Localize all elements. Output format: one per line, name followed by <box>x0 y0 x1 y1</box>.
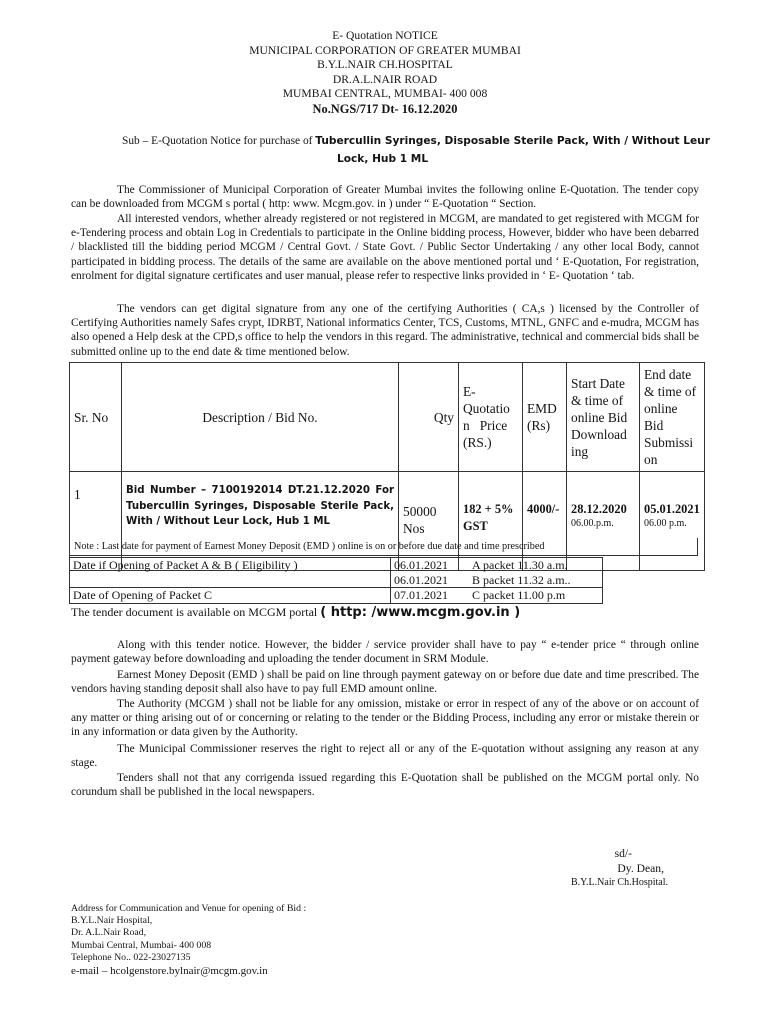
row-end-date: 05.01.2021 <box>644 502 700 516</box>
header-org: MUNICIPAL CORPORATION OF GREATER MUMBAI <box>249 43 521 57</box>
opening-table <box>69 557 603 604</box>
notice-header <box>0 29 770 117</box>
header-reference: No.NGS/717 Dt- 16.12.2020 <box>312 101 458 116</box>
header-road: DR.A.L.NAIR ROAD <box>332 72 438 86</box>
subject-item: Tubercullin Syringes, Disposable Sterile Pack, With / Without Leur <box>315 135 710 147</box>
address-email[interactable]: e-mail – hcolgenstore.bylnair@mcgm.gov.in <box>71 965 268 978</box>
opening-c-text: C packet 11.00 p.m <box>472 588 566 602</box>
opening-ab-label: Date if Opening of Packet A & B ( Eligibility ) <box>70 558 391 588</box>
row-start-date: 28.12.2020 <box>571 502 627 516</box>
signature-block <box>571 847 666 891</box>
signature-org: B.Y.L.Nair Ch.Hospital. <box>570 877 668 888</box>
paragraph-liability: The Authority (MCGM ) shall not be liable for any omission, mistake or error in respect of any of the above or on account of any matter or thing arising out of or concerning or relating to the tender or the Bidding Process, including any error or mistake therein or in any information or data given by the Authority. <box>71 698 699 739</box>
opening-row-c <box>70 588 603 604</box>
row-qty-number: 50000 <box>403 504 437 519</box>
portal-line <box>71 605 520 620</box>
row-price-amount: 182 + 5% <box>463 502 514 516</box>
paragraph-rejection: The Municipal Commissioner reserves the right to reject all or any of the E-quotation without assigning any reason at any stage. <box>71 743 699 770</box>
row-emd: 4000/- <box>523 472 567 571</box>
header-description: Description / Bid No. <box>122 363 399 472</box>
opening-ab-text2: B packet 11.32 a.m.. <box>472 572 571 587</box>
header-qty: Qty <box>399 363 459 472</box>
opening-c-label: Date of Opening of Packet C <box>70 588 391 604</box>
opening-ab-values <box>391 558 603 588</box>
address-line: B.Y.L.Nair Hospital, <box>71 915 153 927</box>
opening-ab-date2: 06.01.2021 <box>394 572 448 587</box>
signature-sd: sd/- <box>614 847 632 860</box>
opening-c-values <box>391 588 603 604</box>
paragraph-payment: Along with this tender notice. However, the bidder / service provider shall have to pay “ e-tender price “ through online payment gateway before downloading and uploading the tender document in SRM Module. <box>71 639 699 666</box>
opening-ab-date1: 06.01.2021 <box>394 558 448 572</box>
paragraph-digital-signature: The vendors can get digital signature from any one of the certifying Authorities ( CA,s ) licensed by the Controller of Certifying Authorities namely Safes crypt, IDRBT, National informatics Center, TCS, Customs, MTNL, GNFC and e-mudra, MCGM has also opened a Help desk at the CPD,s office to help the vendors in this regard. The administrative, technical and commercial bids shall be submitted online up to the end date & time mentioned below. <box>71 303 699 358</box>
row-sr-no: 1 <box>70 472 122 571</box>
address-line: Mumbai Central, Mumbai- 400 008 <box>71 939 212 951</box>
paragraph-corrigenda: Tenders shall not that any corrigenda issued regarding this E-Quotation shall be published on the MCGM portal only. No corundum shall be published in the local newspapers. <box>71 772 699 799</box>
header-start-date: Start Date & time of online Bid Download ing <box>567 363 640 472</box>
row-start-time: 06.00.p.m. <box>571 518 614 529</box>
row-qty-unit: Nos <box>403 521 425 536</box>
address-block <box>71 903 306 977</box>
header-title: E- Quotation NOTICE <box>332 29 438 42</box>
address-phone: Telephone No.. 022-23027135 <box>71 951 191 963</box>
opening-ab-text1: A packet 11.30 a.m. <box>472 558 568 572</box>
subject-line <box>122 134 710 148</box>
portal-text: The tender document is available on MCGM portal <box>71 605 321 619</box>
header-sr-no: Sr. No <box>70 363 122 472</box>
row-end-time: 06.00 p.m. <box>644 518 687 529</box>
address-line: Dr. A.L.Nair Road, <box>71 927 147 939</box>
paragraph-emd: Earnest Money Deposit (EMD ) shall be paid on line through payment gateway on or before due date and time prescribed. The vendors having standing deposit shall also have to pay full EMD amount online. <box>71 669 699 696</box>
row-description: Bid Number – 7100192014 DT.21.12.2020 For Tubercullin Syringes, Disposable Sterile Pack, With / Without Leur Lock, Hub 1 ML <box>122 472 399 571</box>
header-end-date: End date & time of online Bid Submissi on <box>640 363 705 472</box>
opening-row-ab <box>70 558 603 588</box>
signature-title: Dy. Dean, <box>617 861 664 875</box>
paragraph-registration: All interested vendors, whether already registered or not registered in MCGM, are mandated to get registered with MCGM for e-Tendering process and obtain Log in Credentials to participate in the Online bidding process, However, bidder who have been debarred / blacklisted till the bidding period MCGM / Central Govt. / State Govt. / Public Sector Undertaking / any other local Body, cannot participated in bidding process. The details of the same are available on the above mentioned portal und ‘ E-Quotation, For registration, enrolment for digital signature certificates and user manual, please refer to respective links provided in ‘ E- Quotation ‘ tab. <box>71 213 699 282</box>
header-city: MUMBAI CENTRAL, MUMBAI- 400 008 <box>282 87 488 101</box>
subject-prefix: Sub – E-Quotation Notice for purchase of <box>122 135 316 147</box>
emd-note: Note : Last date for payment of Earnest Money Deposit (EMD ) online is on or before due date and time prescribed <box>69 538 698 556</box>
opening-c-date: 07.01.2021 <box>394 588 448 602</box>
portal-link[interactable]: ( http: /www.mcgm.gov.in ) <box>320 605 521 620</box>
table-header-row <box>70 363 705 472</box>
header-hospital: B.Y.L.NAIR CH.HOSPITAL <box>317 58 453 72</box>
header-emd: EMD (Rs) <box>523 363 567 472</box>
subject-item-cont: Lock, Hub 1 ML <box>337 153 429 165</box>
paragraph-intro: The Commissioner of Municipal Corporation of Greater Mumbai invites the following online E-Quotation. The tender copy can be downloaded from MCGM s portal ( http: www. Mcgm.gov. in ) under “ E-Quotation “ Section. <box>71 184 699 211</box>
header-price: E- Quotatio n Price (RS.) <box>459 363 523 472</box>
row-price-tax: GST <box>463 519 488 533</box>
address-heading: Address for Communication and Venue for opening of Bid : <box>71 903 307 914</box>
